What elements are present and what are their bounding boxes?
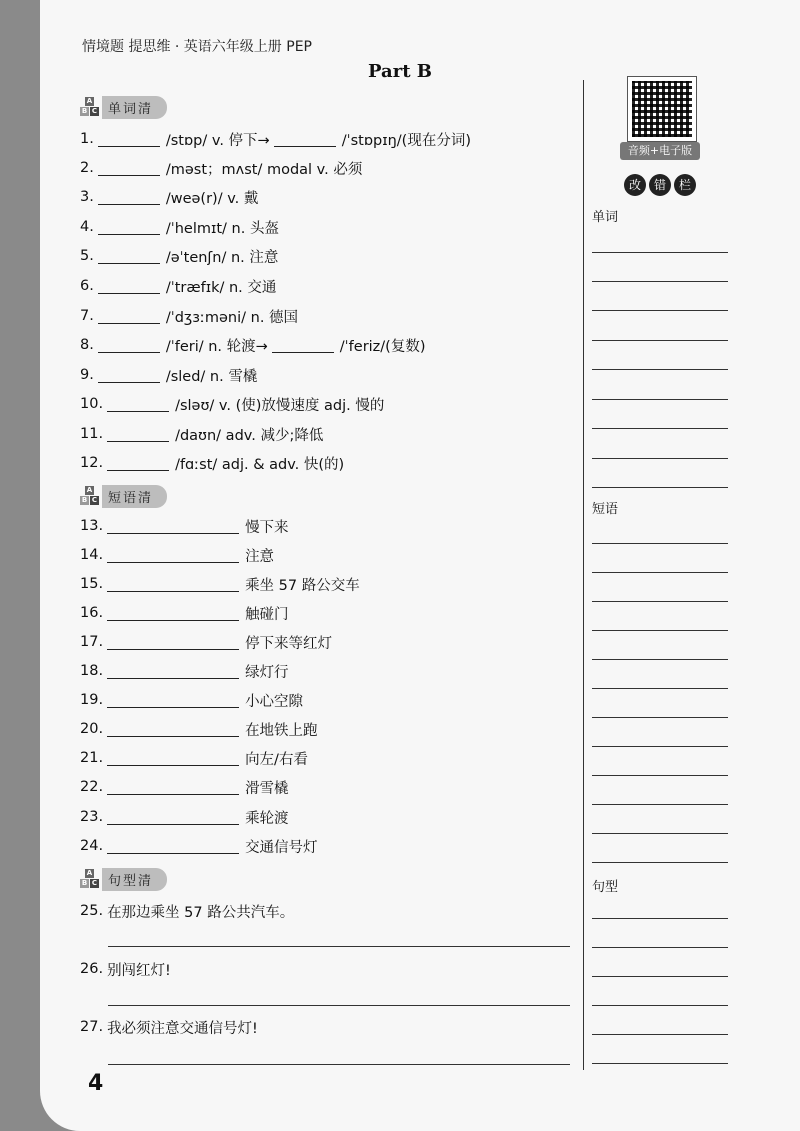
error-column-title: 改 错 栏 bbox=[624, 174, 696, 196]
answer-blank[interactable] bbox=[107, 693, 239, 708]
abc-icon: A B C bbox=[81, 869, 98, 887]
answer-blank[interactable] bbox=[107, 606, 239, 621]
word-item: 8. /ˈferi/ n. 轮渡→ /ˈferiz/(复数) bbox=[80, 337, 426, 355]
side-line[interactable] bbox=[592, 487, 728, 488]
page-header: 情境题 提思维 · 英语六年级上册 PEP bbox=[82, 39, 312, 55]
phrase-item: 20. 在地铁上跑 bbox=[80, 721, 318, 739]
word-item: 5. /əˈtenʃn/ n. 注意 bbox=[80, 248, 279, 266]
part-title: Part B bbox=[368, 61, 432, 82]
answer-line[interactable] bbox=[108, 946, 570, 947]
side-heading-words: 单词 bbox=[592, 210, 619, 225]
side-line[interactable] bbox=[592, 804, 728, 805]
side-line[interactable] bbox=[592, 340, 728, 341]
answer-blank[interactable] bbox=[98, 309, 160, 324]
side-line[interactable] bbox=[592, 947, 728, 948]
answer-blank[interactable] bbox=[274, 132, 336, 147]
phrase-item: 21. 向左/右看 bbox=[80, 750, 308, 768]
side-line[interactable] bbox=[592, 428, 728, 429]
side-line[interactable] bbox=[592, 1063, 728, 1064]
answer-blank[interactable] bbox=[98, 220, 160, 235]
section-badge-words bbox=[80, 96, 167, 118]
side-line[interactable] bbox=[592, 659, 728, 660]
sentence-item: 26. 别闯红灯! bbox=[80, 961, 171, 979]
side-heading-sentences: 句型 bbox=[592, 880, 619, 895]
side-line[interactable] bbox=[592, 775, 728, 776]
answer-blank[interactable] bbox=[107, 456, 169, 471]
phrase-item: 24. 交通信号灯 bbox=[80, 838, 318, 856]
word-item: 12. /fɑːst/ adj. & adv. 快(的) bbox=[80, 455, 345, 473]
sentence-item: 25. 在那边乘坐 57 路公共汽车。 bbox=[80, 903, 295, 921]
phrase-item: 22. 滑雪橇 bbox=[80, 779, 289, 797]
answer-line[interactable] bbox=[108, 1005, 570, 1006]
answer-blank[interactable] bbox=[107, 548, 239, 563]
word-item: 6. /ˈtræfɪk/ n. 交通 bbox=[80, 278, 277, 296]
side-line[interactable] bbox=[592, 572, 728, 573]
side-line[interactable] bbox=[592, 369, 728, 370]
side-heading-phrases: 短语 bbox=[592, 502, 619, 517]
answer-blank[interactable] bbox=[107, 664, 239, 679]
phrase-item: 23. 乘轮渡 bbox=[80, 809, 289, 827]
answer-blank[interactable] bbox=[107, 519, 239, 534]
side-line[interactable] bbox=[592, 717, 728, 718]
side-line[interactable] bbox=[592, 862, 728, 863]
phrase-item: 14. 注意 bbox=[80, 547, 275, 565]
section-badge-sentences bbox=[80, 868, 167, 890]
phrase-item: 17. 停下来等红灯 bbox=[80, 634, 333, 652]
side-line[interactable] bbox=[592, 310, 728, 311]
answer-blank[interactable] bbox=[107, 577, 239, 592]
side-line[interactable] bbox=[592, 746, 728, 747]
word-item: 2. /məst；mʌst/ modal v. 必须 bbox=[80, 160, 363, 178]
side-line[interactable] bbox=[592, 1034, 728, 1035]
answer-blank[interactable] bbox=[272, 338, 334, 353]
answer-blank[interactable] bbox=[98, 132, 160, 147]
answer-blank[interactable] bbox=[107, 722, 239, 737]
answer-blank[interactable] bbox=[98, 161, 160, 176]
abc-icon: A B C bbox=[81, 486, 98, 504]
answer-blank[interactable] bbox=[98, 338, 160, 353]
section-label-sentences: 句型清 bbox=[102, 868, 167, 891]
answer-blank[interactable] bbox=[107, 751, 239, 766]
page-number: 4 bbox=[88, 1071, 104, 1096]
side-line[interactable] bbox=[592, 399, 728, 400]
answer-blank[interactable] bbox=[107, 780, 239, 795]
word-item: 7. /ˈdʒɜːməni/ n. 德国 bbox=[80, 308, 299, 326]
side-line[interactable] bbox=[592, 976, 728, 977]
side-line[interactable] bbox=[592, 630, 728, 631]
side-line[interactable] bbox=[592, 918, 728, 919]
side-line[interactable] bbox=[592, 458, 728, 459]
answer-blank[interactable] bbox=[107, 839, 239, 854]
answer-line[interactable] bbox=[108, 1064, 570, 1065]
answer-blank[interactable] bbox=[98, 279, 160, 294]
word-item: 9. /sled/ n. 雪橇 bbox=[80, 367, 258, 385]
abc-icon: A B C bbox=[81, 97, 98, 115]
word-item: 11. /daʊn/ adv. 减少;降低 bbox=[80, 426, 324, 444]
side-line[interactable] bbox=[592, 252, 728, 253]
answer-blank[interactable] bbox=[107, 397, 169, 412]
side-line[interactable] bbox=[592, 833, 728, 834]
section-label-words: 单词清 bbox=[102, 96, 167, 119]
qr-code-icon[interactable] bbox=[627, 76, 697, 142]
word-item: 3. /weə(r)/ v. 戴 bbox=[80, 189, 259, 207]
side-line[interactable] bbox=[592, 543, 728, 544]
qr-label: 音频+电子版 bbox=[620, 142, 700, 160]
word-item: 10. /sləʊ/ v. (使)放慢速度 adj. 慢的 bbox=[80, 396, 385, 414]
word-item: 4. /ˈhelmɪt/ n. 头盔 bbox=[80, 219, 279, 237]
column-divider bbox=[583, 80, 584, 1070]
answer-blank[interactable] bbox=[98, 368, 160, 383]
answer-blank[interactable] bbox=[107, 810, 239, 825]
phrase-item: 16. 触碰门 bbox=[80, 605, 289, 623]
phrase-item: 15. 乘坐 57 路公交车 bbox=[80, 576, 360, 594]
answer-blank[interactable] bbox=[98, 190, 160, 205]
answer-blank[interactable] bbox=[107, 427, 169, 442]
section-label-phrases: 短语清 bbox=[102, 485, 167, 508]
section-badge-phrases bbox=[80, 485, 167, 507]
answer-blank[interactable] bbox=[107, 635, 239, 650]
phrase-item: 19. 小心空隙 bbox=[80, 692, 304, 710]
sentence-item: 27. 我必须注意交通信号灯! bbox=[80, 1019, 258, 1037]
phrase-item: 13. 慢下来 bbox=[80, 518, 289, 536]
side-line[interactable] bbox=[592, 601, 728, 602]
word-item: 1. /stɒp/ v. 停下→ /ˈstɒpɪŋ/(现在分词) bbox=[80, 131, 471, 149]
side-line[interactable] bbox=[592, 688, 728, 689]
side-line[interactable] bbox=[592, 281, 728, 282]
phrase-item: 18. 绿灯行 bbox=[80, 663, 289, 681]
answer-blank[interactable] bbox=[98, 249, 160, 264]
side-line[interactable] bbox=[592, 1005, 728, 1006]
